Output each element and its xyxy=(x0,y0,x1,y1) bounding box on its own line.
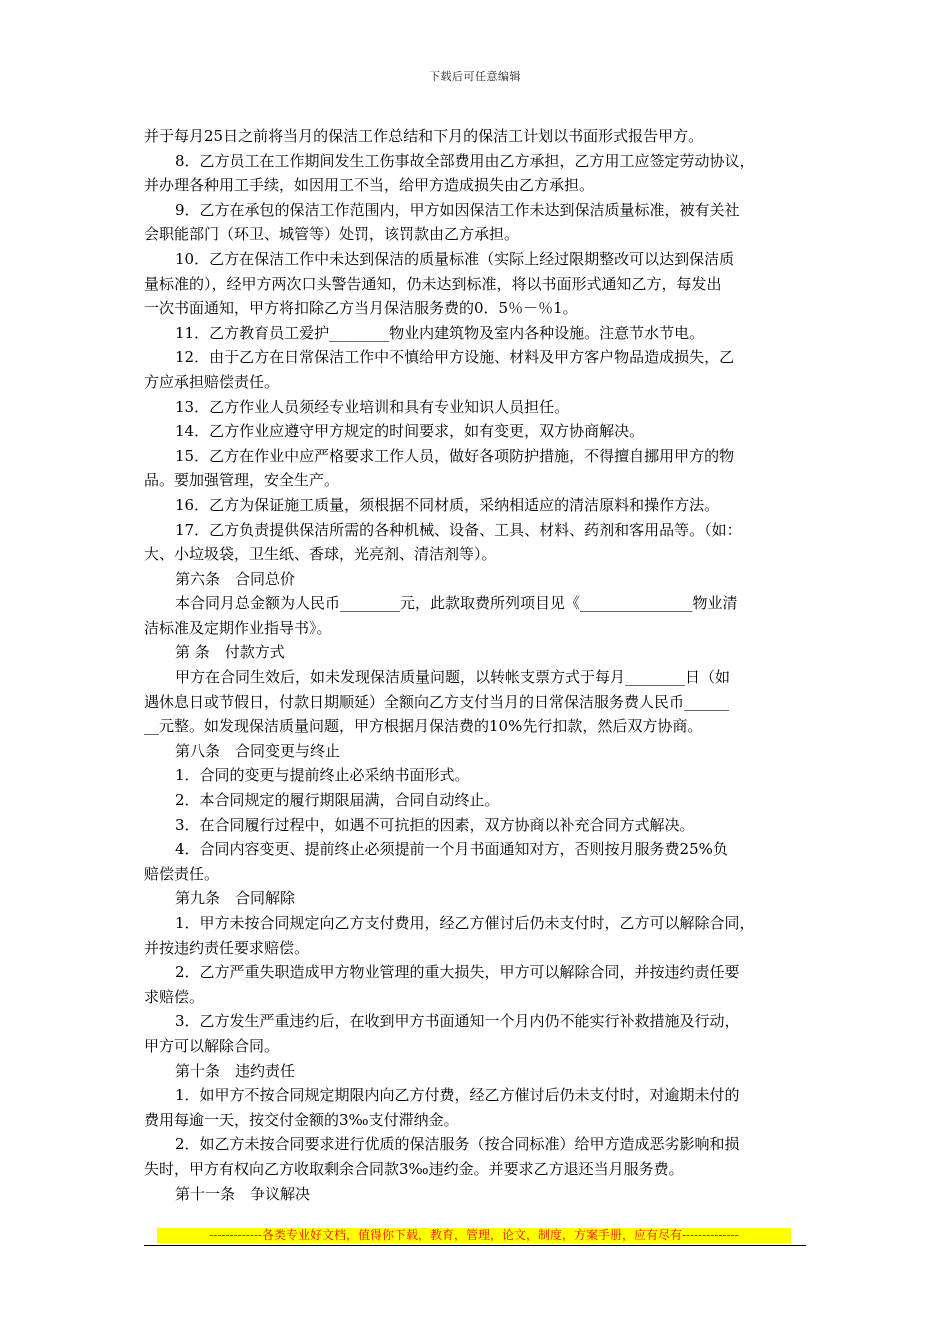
text-line: 1．合同的变更与提前终止必采纳书面形式。 xyxy=(175,766,470,785)
text-line: 方应承担赔偿责任。 xyxy=(144,372,280,391)
text-line: __元整。如发现保洁质量问题，甲方根据月保洁费的10%先行扣款，然后双方协商。 xyxy=(144,717,703,736)
text-line: 11．乙方教育员工爱护________物业内建筑物及室内各种设施。注意节水节电。 xyxy=(175,323,705,342)
text-line: 并办理各种用工手续，如因用工不当，给甲方造成损失由乙方承担。 xyxy=(144,176,595,195)
text-line: 第十条 违约责任 xyxy=(175,1061,296,1080)
text-line: 赔偿责任。 xyxy=(144,864,220,883)
text-line: 9．乙方在承包的保洁工作范围内，甲方如因保洁工作未达到保洁质量标准，被有关社 xyxy=(175,200,740,219)
text-line: 12．由于乙方在日常保洁工作中不慎给甲方设施、材料及甲方客户物品造成损失，乙 xyxy=(175,348,735,367)
text-line: 甲方可以解除合同。 xyxy=(144,1036,280,1055)
text-line: 第九条 合同解除 xyxy=(175,889,296,908)
page-header: 下载后可任意编辑 xyxy=(429,70,521,83)
text-line: 第十一条 争议解决 xyxy=(175,1184,311,1203)
text-line: 4．合同内容变更、提前终止必须提前一个月书面通知对方，否则按月服务费25%负 xyxy=(175,840,728,859)
text-line: 8．乙方员工在工作期间发生工伤事故全部费用由乙方承担，乙方用工应签定劳动协议， xyxy=(175,151,755,170)
text-line: 13．乙方作业人员须经专业培训和具有专业知识人员担任。 xyxy=(175,397,570,416)
text-line: 费用每逾一天，按交付金额的3‰支付滞纳金。 xyxy=(144,1110,459,1129)
text-line: 15．乙方在作业中应严格要求工作人员，做好各项防护措施，不得擅自挪用甲方的物 xyxy=(175,446,735,465)
text-line: 14．乙方作业应遵守甲方规定的时间要求，如有变更，双方协商解决。 xyxy=(175,422,645,441)
text-line: 本合同月总金额为人民币________元，此款取费所列项目见《_______________物业清 xyxy=(175,594,738,613)
text-line: 会职能部门（环卫、城管等）处罚，该罚款由乙方承担。 xyxy=(144,225,520,244)
text-line: 洁标准及定期作业指导书》。 xyxy=(144,618,332,637)
text-line: 品。要加强管理，安全生产。 xyxy=(144,471,340,490)
text-line: 第 条 付款方式 xyxy=(175,643,285,662)
text-line: 1．甲方未按合同规定向乙方支付费用，经乙方催讨后仍未支付时，乙方可以解除合同， xyxy=(175,914,755,932)
text-line: 一次书面通知，甲方将扣除乙方当月保洁服务费的0．5％－％1。 xyxy=(144,299,578,318)
text-line: 大、小垃圾袋，卫生纸、香球，光亮剂、清洁剂等）。 xyxy=(144,545,497,564)
text-line: 并按违约责任要求赔偿。 xyxy=(144,938,310,957)
text-line: 2．乙方严重失职造成甲方物业管理的重大损失，甲方可以解除合同，并按违约责任要 xyxy=(175,963,740,982)
text-line: 甲方在合同生效后，如未发现保洁质量问题，以转帐支票方式于每月________日（如 xyxy=(175,668,731,687)
text-line: 第六条 合同总价 xyxy=(175,569,296,588)
document-body xyxy=(144,124,812,1206)
text-line: 10．乙方在保洁工作中未达到保洁的质量标准（实际上经过限期整改可以达到保洁质 xyxy=(175,249,735,268)
text-line: 1．如甲方不按合同规定期限内向乙方付费，经乙方催讨后仍未支付时，对逾期未付的 xyxy=(175,1086,740,1105)
text-line: 16．乙方为保证施工质量，须根据不同材质，采纳相适应的清洁原料和操作方法。 xyxy=(175,495,720,514)
text-line: 3．乙方发生严重违约后，在收到甲方书面通知一个月内仍不能实行补救措施及行动， xyxy=(175,1012,740,1031)
footer-divider xyxy=(144,1245,806,1246)
text-line: 2．如乙方未按合同要求进行优质的保洁服务（按合同标准）给甲方造成恶劣影响和损 xyxy=(175,1135,740,1154)
footer-banner: -------------各类专业好文档，值得你下载，教育，管理，论文，制度，方案手册，应有尽有-------------- xyxy=(157,1228,791,1243)
text-line: 求赔偿。 xyxy=(144,987,205,1006)
text-line: 3．在合同履行过程中，如遇不可抗拒的因素，双方协商以补充合同方式解决。 xyxy=(175,815,695,834)
text-line: 遇休息日或节假日，付款日期顺延）全额向乙方支付当月的日常保洁服务费人民币______ xyxy=(144,692,730,711)
text-line: 失时，甲方有权向乙方收取剩余合同款3‰违约金。并要求乙方退还当月服务费。 xyxy=(144,1159,684,1178)
text-line: 并于每月25日之前将当月的保洁工作总结和下月的保洁工计划以书面形式报告甲方。 xyxy=(144,127,704,145)
text-line: 量标准的），经甲方两次口头警告通知，仍未达到标准，将以书面形式通知乙方，每发出 xyxy=(144,274,722,293)
text-line: 第八条 合同变更与终止 xyxy=(175,741,341,760)
text-line: 17．乙方负责提供保洁所需的各种机械、设备、工具、材料、药剂和客用品等。（如： xyxy=(175,520,742,539)
text-line: 2．本合同规定的履行期限届满，合同自动终止。 xyxy=(175,791,500,810)
